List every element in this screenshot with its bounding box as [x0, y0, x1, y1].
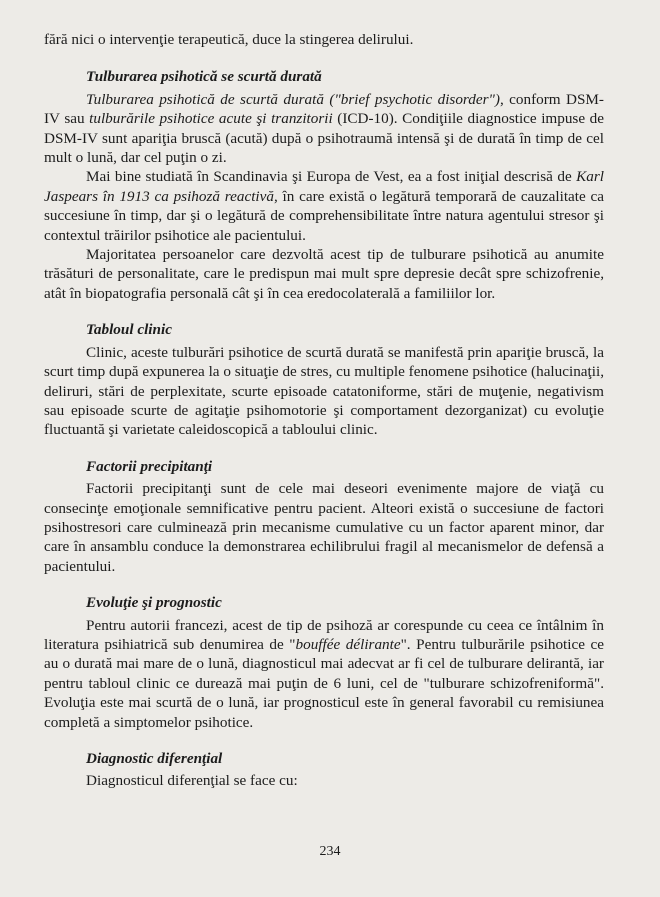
section-heading: Tulburarea psihotică se scurtă durată — [86, 68, 322, 86]
paragraph — [44, 771, 604, 790]
text-run: Pentru autorii francezi, acest de tip de psihoză ar corespunde cu ceea ce întâlnim în literatura psihiatrică sub denumirea de " — [44, 616, 604, 653]
paragraph — [44, 245, 604, 303]
text-run: ". Pentru tulburările psihotice ce au o durată mai mare de o lună, diagnosticul mai adecvat ar fi cel de tulburare delirantă, iar pentru tabloul clinic ce durează mai puţin de 6 luni, cel de "tulburare schizofreniformă". Evoluţia este mai scurtă de o lună, iar prognosticul este în general favorabil cu remisiunea completă a simptomelor psihotice. — [44, 635, 604, 731]
page-number: 234 — [319, 844, 341, 859]
section-heading: Evoluţie şi prognostic — [86, 594, 222, 612]
section-heading: Factorii precipitanţi — [86, 457, 213, 475]
paragraph — [44, 343, 604, 440]
intro-line: fără nici o intervenţie terapeutică, duce la stingerea delirului. — [44, 31, 414, 48]
text-run: , conform DSM-IV sau — [44, 90, 604, 128]
text-run: Mai bine studiată în Scandinavia şi Europa de Vest, ea a fost iniţial descrisă de — [86, 168, 577, 186]
italic-text: Karl Jaspears în 1913 ca psihoză reactivă — [44, 168, 604, 205]
section-heading: Diagnostic diferenţial — [86, 750, 223, 767]
italic-text: bouffée délirante — [295, 635, 401, 653]
text-run: Clinic, aceste tulburări psihotice de scurtă durată se manifestă prin apariţie bruscă, la scurt timp după expunerea la o situaţie de stres, cu multiple fenomene psihotice (halucinaţii, deliruri, stări de perplexitate, scurte episoade catatoniforme, stări de muţenie, negativism sau episoade scurte de agitaţie psihomotorie şi comportament dezorganizat) cu evoluţie fluctuantă şi varietate caleidoscopică a tabloului clinic. — [44, 343, 604, 439]
text-run: , în care există o legătură temporară de cauzalitate ca succesiune în timp, dar şi o legătură de comprehensibilitate între natura agentului stresor şi contextul trăirilor psihotice ale pacientului. — [44, 187, 604, 244]
paragraph — [44, 90, 604, 168]
text-run: Diagnosticul diferenţial se face cu: — [86, 772, 298, 790]
text-run: Majoritatea persoanelor care dezvoltă acest tip de tulburare psihotică au anumite trăsături de personalitate, care le predispun mai mult spre depresie decât spre schizofrenie, atât în biopatografia personală cât şi în cea eredocolaterală a familiilor lor. — [44, 246, 604, 302]
text-run: Factorii precipitanţi sunt de cele mai deseori evenimente majore de viaţă cu consecinţe emoţionale semnificative pentru pacient. Alteori există o succesiune de factori psihostresori care culminează prin mecanisme cumulative cu un factor aparent minor, dar care în ansamblu conduce la demonstrarea echilibrului fragil al mecanismelor de defensă a pacientului. — [44, 480, 604, 575]
page-text-body — [44, 30, 604, 791]
text-run: (ICD-10). Condiţiile diagnostice impuse de DSM-IV sunt apariţia bruscă (acută) după o psihotraumă intensă şi de durată în timp de cel mult o lună, dar cel puţin o zi. — [44, 110, 604, 167]
paragraph — [44, 479, 604, 576]
paragraph — [44, 616, 604, 732]
italic-text: tulburările psihotice acute şi tranzitorii — [89, 110, 333, 128]
italic-text: Tulburarea psihotică de scurtă durată ("brief psychotic disorder") — [86, 90, 500, 108]
section-heading: Tabloul clinic — [86, 321, 172, 339]
paragraph — [44, 167, 604, 245]
